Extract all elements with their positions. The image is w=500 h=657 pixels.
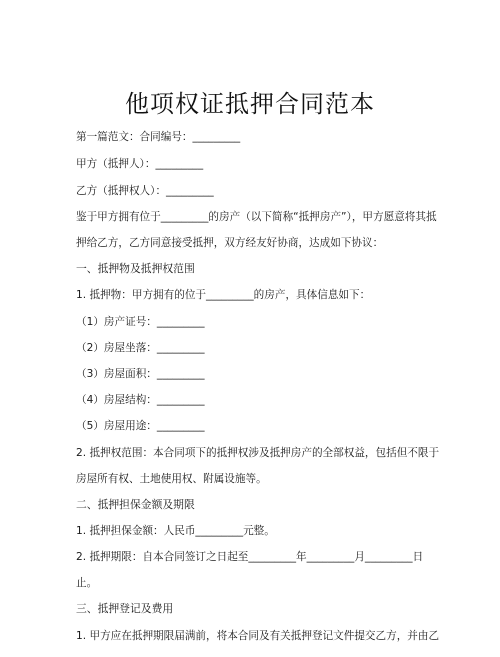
list-item: （2）房屋坐落：_________ <box>76 342 205 354</box>
clause-line: 止。 <box>76 577 98 589</box>
clause-line: 2. 抵押权范围：本合同项下的抵押权涉及抵押房产的全部权益，包括但不限于 <box>76 447 440 459</box>
contract-number-line: 第一篇范文：合同编号：_________ <box>76 131 241 143</box>
list-item: （5）房屋用途：_________ <box>76 420 205 432</box>
section-heading: 一、抵押物及抵押权范围 <box>76 262 195 275</box>
clause-line: 1. 抵押担保金额：人民币_________元整。 <box>76 525 275 537</box>
list-item: （3）房屋面积：_________ <box>76 368 205 380</box>
paragraph-line: 鉴于甲方拥有位于_________的房产（以下简称“抵押房产”），甲方愿意将其抵 <box>76 211 437 223</box>
clause-line: 1. 抵押物：甲方拥有的位于_________的房产，具体信息如下： <box>76 289 371 301</box>
party-b-line: 乙方（抵押权人）：_________ <box>76 185 214 197</box>
section-heading: 三、抵押登记及费用 <box>76 602 174 615</box>
clause-line: 房屋所有权、土地使用权、附属设施等。 <box>76 473 267 485</box>
paragraph-line: 押给乙方，乙方同意接受抵押，双方经友好协商，达成如下协议： <box>76 237 384 249</box>
list-item: （4）房屋结构：_________ <box>76 394 205 406</box>
list-item: （1）房产证号：_________ <box>76 316 205 328</box>
party-a-line: 甲方（抵押人）：_________ <box>76 158 204 170</box>
section-heading: 二、抵押担保金额及期限 <box>76 498 195 511</box>
clause-line: 1. 甲方应在抵押期限届满前，将本合同及有关抵押登记文件提交乙方，并由乙 <box>76 630 440 642</box>
clause-line: 2. 抵押期限：自本合同签订之日起至_________年_________月_________日 <box>76 551 424 563</box>
document-title: 他项权证抵押合同范本 <box>125 90 375 118</box>
